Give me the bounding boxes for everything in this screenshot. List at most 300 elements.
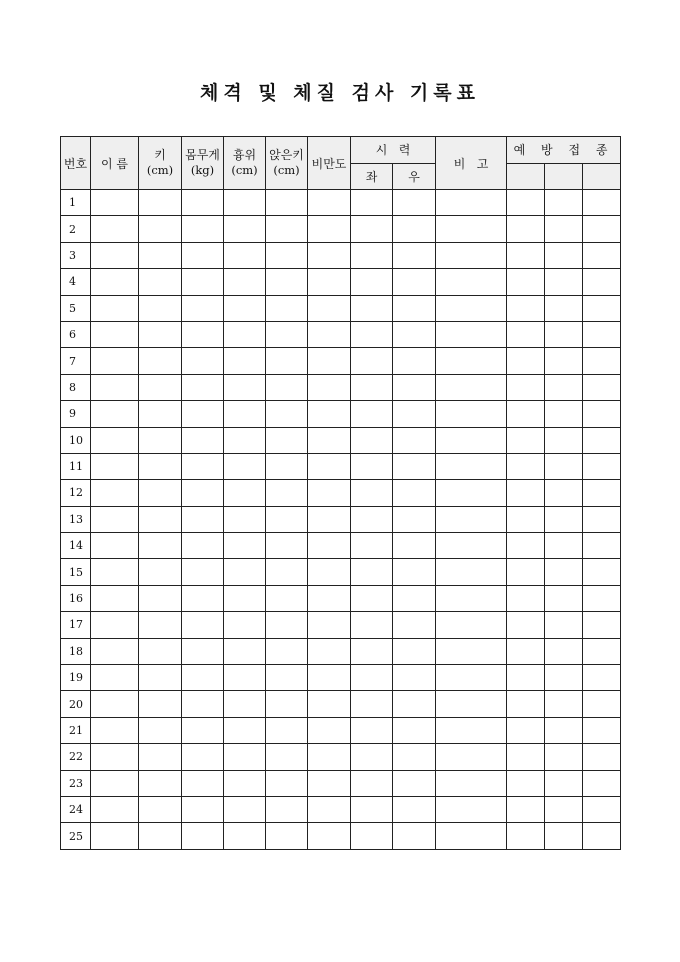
weight-cell[interactable] bbox=[182, 717, 224, 743]
vaccination-3-cell[interactable] bbox=[583, 612, 621, 638]
weight-cell[interactable] bbox=[182, 770, 224, 796]
obesity-cell[interactable] bbox=[308, 559, 351, 585]
name-cell[interactable] bbox=[91, 770, 139, 796]
weight-cell[interactable] bbox=[182, 559, 224, 585]
name-cell[interactable] bbox=[91, 401, 139, 427]
remarks-cell[interactable] bbox=[436, 480, 507, 506]
obesity-cell[interactable] bbox=[308, 796, 351, 822]
height-cell[interactable] bbox=[139, 453, 182, 479]
sitting-height-cell[interactable] bbox=[266, 242, 308, 268]
sitting-height-cell[interactable] bbox=[266, 216, 308, 242]
vaccination-3-cell[interactable] bbox=[583, 717, 621, 743]
vaccination-3-cell[interactable] bbox=[583, 348, 621, 374]
height-cell[interactable] bbox=[139, 401, 182, 427]
vision-left-cell[interactable] bbox=[351, 533, 393, 559]
name-cell[interactable] bbox=[91, 559, 139, 585]
vaccination-3-cell[interactable] bbox=[583, 638, 621, 664]
vision-left-cell[interactable] bbox=[351, 744, 393, 770]
name-cell[interactable] bbox=[91, 665, 139, 691]
vision-right-cell[interactable] bbox=[393, 190, 436, 216]
vaccination-3-cell[interactable] bbox=[583, 796, 621, 822]
vaccination-3-cell[interactable] bbox=[583, 242, 621, 268]
vision-left-cell[interactable] bbox=[351, 321, 393, 347]
obesity-cell[interactable] bbox=[308, 321, 351, 347]
vaccination-3-cell[interactable] bbox=[583, 427, 621, 453]
obesity-cell[interactable] bbox=[308, 269, 351, 295]
vaccination-3-cell[interactable] bbox=[583, 744, 621, 770]
vision-right-cell[interactable] bbox=[393, 533, 436, 559]
chest-cell[interactable] bbox=[224, 585, 266, 611]
vision-right-cell[interactable] bbox=[393, 427, 436, 453]
weight-cell[interactable] bbox=[182, 823, 224, 849]
vaccination-2-cell[interactable] bbox=[545, 559, 583, 585]
height-cell[interactable] bbox=[139, 427, 182, 453]
vaccination-2-cell[interactable] bbox=[545, 823, 583, 849]
obesity-cell[interactable] bbox=[308, 348, 351, 374]
height-cell[interactable] bbox=[139, 585, 182, 611]
vaccination-3-cell[interactable] bbox=[583, 533, 621, 559]
vaccination-1-cell[interactable] bbox=[507, 612, 545, 638]
vision-left-cell[interactable] bbox=[351, 190, 393, 216]
vaccination-2-cell[interactable] bbox=[545, 612, 583, 638]
vaccination-3-cell[interactable] bbox=[583, 269, 621, 295]
sitting-height-cell[interactable] bbox=[266, 295, 308, 321]
sitting-height-cell[interactable] bbox=[266, 533, 308, 559]
name-cell[interactable] bbox=[91, 348, 139, 374]
vaccination-1-cell[interactable] bbox=[507, 321, 545, 347]
chest-cell[interactable] bbox=[224, 216, 266, 242]
sitting-height-cell[interactable] bbox=[266, 717, 308, 743]
chest-cell[interactable] bbox=[224, 506, 266, 532]
remarks-cell[interactable] bbox=[436, 374, 507, 400]
weight-cell[interactable] bbox=[182, 242, 224, 268]
vaccination-2-cell[interactable] bbox=[545, 190, 583, 216]
height-cell[interactable] bbox=[139, 295, 182, 321]
weight-cell[interactable] bbox=[182, 401, 224, 427]
vaccination-1-cell[interactable] bbox=[507, 559, 545, 585]
weight-cell[interactable] bbox=[182, 796, 224, 822]
vaccination-2-cell[interactable] bbox=[545, 321, 583, 347]
vaccination-2-cell[interactable] bbox=[545, 770, 583, 796]
remarks-cell[interactable] bbox=[436, 348, 507, 374]
weight-cell[interactable] bbox=[182, 453, 224, 479]
remarks-cell[interactable] bbox=[436, 559, 507, 585]
vaccination-2-cell[interactable] bbox=[545, 242, 583, 268]
vaccination-2-cell[interactable] bbox=[545, 295, 583, 321]
remarks-cell[interactable] bbox=[436, 533, 507, 559]
vision-left-cell[interactable] bbox=[351, 585, 393, 611]
remarks-cell[interactable] bbox=[436, 823, 507, 849]
name-cell[interactable] bbox=[91, 638, 139, 664]
name-cell[interactable] bbox=[91, 480, 139, 506]
vision-right-cell[interactable] bbox=[393, 823, 436, 849]
chest-cell[interactable] bbox=[224, 612, 266, 638]
obesity-cell[interactable] bbox=[308, 480, 351, 506]
remarks-cell[interactable] bbox=[436, 585, 507, 611]
vision-left-cell[interactable] bbox=[351, 665, 393, 691]
chest-cell[interactable] bbox=[224, 796, 266, 822]
vaccination-2-cell[interactable] bbox=[545, 638, 583, 664]
sitting-height-cell[interactable] bbox=[266, 665, 308, 691]
height-cell[interactable] bbox=[139, 269, 182, 295]
name-cell[interactable] bbox=[91, 717, 139, 743]
name-cell[interactable] bbox=[91, 242, 139, 268]
chest-cell[interactable] bbox=[224, 533, 266, 559]
remarks-cell[interactable] bbox=[436, 612, 507, 638]
name-cell[interactable] bbox=[91, 427, 139, 453]
name-cell[interactable] bbox=[91, 374, 139, 400]
chest-cell[interactable] bbox=[224, 823, 266, 849]
vision-right-cell[interactable] bbox=[393, 717, 436, 743]
chest-cell[interactable] bbox=[224, 559, 266, 585]
vision-left-cell[interactable] bbox=[351, 691, 393, 717]
chest-cell[interactable] bbox=[224, 401, 266, 427]
vaccination-1-cell[interactable] bbox=[507, 533, 545, 559]
obesity-cell[interactable] bbox=[308, 612, 351, 638]
chest-cell[interactable] bbox=[224, 321, 266, 347]
vaccination-2-cell[interactable] bbox=[545, 480, 583, 506]
remarks-cell[interactable] bbox=[436, 216, 507, 242]
vaccination-2-cell[interactable] bbox=[545, 348, 583, 374]
vaccination-3-cell[interactable] bbox=[583, 691, 621, 717]
chest-cell[interactable] bbox=[224, 638, 266, 664]
obesity-cell[interactable] bbox=[308, 216, 351, 242]
remarks-cell[interactable] bbox=[436, 269, 507, 295]
height-cell[interactable] bbox=[139, 717, 182, 743]
obesity-cell[interactable] bbox=[308, 744, 351, 770]
vision-left-cell[interactable] bbox=[351, 770, 393, 796]
vaccination-1-cell[interactable] bbox=[507, 216, 545, 242]
vaccination-2-cell[interactable] bbox=[545, 691, 583, 717]
chest-cell[interactable] bbox=[224, 269, 266, 295]
vaccination-1-cell[interactable] bbox=[507, 269, 545, 295]
obesity-cell[interactable] bbox=[308, 638, 351, 664]
vaccination-2-cell[interactable] bbox=[545, 453, 583, 479]
obesity-cell[interactable] bbox=[308, 401, 351, 427]
weight-cell[interactable] bbox=[182, 348, 224, 374]
remarks-cell[interactable] bbox=[436, 242, 507, 268]
chest-cell[interactable] bbox=[224, 717, 266, 743]
vaccination-3-cell[interactable] bbox=[583, 585, 621, 611]
vision-right-cell[interactable] bbox=[393, 612, 436, 638]
vaccination-1-cell[interactable] bbox=[507, 190, 545, 216]
sitting-height-cell[interactable] bbox=[266, 638, 308, 664]
vision-right-cell[interactable] bbox=[393, 638, 436, 664]
height-cell[interactable] bbox=[139, 612, 182, 638]
weight-cell[interactable] bbox=[182, 374, 224, 400]
vision-right-cell[interactable] bbox=[393, 242, 436, 268]
chest-cell[interactable] bbox=[224, 770, 266, 796]
vaccination-1-cell[interactable] bbox=[507, 295, 545, 321]
vaccination-3-cell[interactable] bbox=[583, 295, 621, 321]
vision-right-cell[interactable] bbox=[393, 744, 436, 770]
height-cell[interactable] bbox=[139, 190, 182, 216]
remarks-cell[interactable] bbox=[436, 427, 507, 453]
vision-left-cell[interactable] bbox=[351, 295, 393, 321]
vaccination-1-cell[interactable] bbox=[507, 480, 545, 506]
obesity-cell[interactable] bbox=[308, 770, 351, 796]
sitting-height-cell[interactable] bbox=[266, 559, 308, 585]
vision-left-cell[interactable] bbox=[351, 559, 393, 585]
vaccination-1-cell[interactable] bbox=[507, 242, 545, 268]
vaccination-2-cell[interactable] bbox=[545, 374, 583, 400]
vision-left-cell[interactable] bbox=[351, 242, 393, 268]
vaccination-2-cell[interactable] bbox=[545, 269, 583, 295]
vision-left-cell[interactable] bbox=[351, 374, 393, 400]
vaccination-3-cell[interactable] bbox=[583, 374, 621, 400]
weight-cell[interactable] bbox=[182, 321, 224, 347]
height-cell[interactable] bbox=[139, 770, 182, 796]
vaccination-1-cell[interactable] bbox=[507, 585, 545, 611]
obesity-cell[interactable] bbox=[308, 506, 351, 532]
name-cell[interactable] bbox=[91, 321, 139, 347]
weight-cell[interactable] bbox=[182, 506, 224, 532]
obesity-cell[interactable] bbox=[308, 242, 351, 268]
height-cell[interactable] bbox=[139, 374, 182, 400]
sitting-height-cell[interactable] bbox=[266, 744, 308, 770]
sitting-height-cell[interactable] bbox=[266, 321, 308, 347]
vision-right-cell[interactable] bbox=[393, 770, 436, 796]
height-cell[interactable] bbox=[139, 480, 182, 506]
vision-right-cell[interactable] bbox=[393, 348, 436, 374]
name-cell[interactable] bbox=[91, 269, 139, 295]
weight-cell[interactable] bbox=[182, 295, 224, 321]
weight-cell[interactable] bbox=[182, 190, 224, 216]
height-cell[interactable] bbox=[139, 691, 182, 717]
vision-right-cell[interactable] bbox=[393, 269, 436, 295]
sitting-height-cell[interactable] bbox=[266, 269, 308, 295]
vision-right-cell[interactable] bbox=[393, 321, 436, 347]
vaccination-1-cell[interactable] bbox=[507, 638, 545, 664]
chest-cell[interactable] bbox=[224, 480, 266, 506]
height-cell[interactable] bbox=[139, 559, 182, 585]
obesity-cell[interactable] bbox=[308, 453, 351, 479]
obesity-cell[interactable] bbox=[308, 190, 351, 216]
vaccination-2-cell[interactable] bbox=[545, 216, 583, 242]
vision-right-cell[interactable] bbox=[393, 796, 436, 822]
vaccination-1-cell[interactable] bbox=[507, 691, 545, 717]
sitting-height-cell[interactable] bbox=[266, 427, 308, 453]
weight-cell[interactable] bbox=[182, 691, 224, 717]
vision-left-cell[interactable] bbox=[351, 427, 393, 453]
vaccination-1-cell[interactable] bbox=[507, 453, 545, 479]
vaccination-2-cell[interactable] bbox=[545, 401, 583, 427]
remarks-cell[interactable] bbox=[436, 665, 507, 691]
vaccination-3-cell[interactable] bbox=[583, 216, 621, 242]
vaccination-3-cell[interactable] bbox=[583, 506, 621, 532]
vaccination-2-cell[interactable] bbox=[545, 717, 583, 743]
sitting-height-cell[interactable] bbox=[266, 823, 308, 849]
vaccination-2-cell[interactable] bbox=[545, 796, 583, 822]
obesity-cell[interactable] bbox=[308, 585, 351, 611]
vision-left-cell[interactable] bbox=[351, 717, 393, 743]
obesity-cell[interactable] bbox=[308, 533, 351, 559]
vaccination-1-cell[interactable] bbox=[507, 374, 545, 400]
height-cell[interactable] bbox=[139, 744, 182, 770]
vaccination-3-cell[interactable] bbox=[583, 480, 621, 506]
name-cell[interactable] bbox=[91, 823, 139, 849]
sitting-height-cell[interactable] bbox=[266, 480, 308, 506]
height-cell[interactable] bbox=[139, 321, 182, 347]
obesity-cell[interactable] bbox=[308, 717, 351, 743]
vaccination-1-cell[interactable] bbox=[507, 823, 545, 849]
vaccination-3-cell[interactable] bbox=[583, 770, 621, 796]
height-cell[interactable] bbox=[139, 533, 182, 559]
vision-left-cell[interactable] bbox=[351, 401, 393, 427]
obesity-cell[interactable] bbox=[308, 295, 351, 321]
obesity-cell[interactable] bbox=[308, 665, 351, 691]
vision-left-cell[interactable] bbox=[351, 612, 393, 638]
height-cell[interactable] bbox=[139, 638, 182, 664]
vision-left-cell[interactable] bbox=[351, 453, 393, 479]
remarks-cell[interactable] bbox=[436, 506, 507, 532]
vaccination-1-cell[interactable] bbox=[507, 717, 545, 743]
vision-right-cell[interactable] bbox=[393, 665, 436, 691]
remarks-cell[interactable] bbox=[436, 770, 507, 796]
remarks-cell[interactable] bbox=[436, 190, 507, 216]
chest-cell[interactable] bbox=[224, 190, 266, 216]
sitting-height-cell[interactable] bbox=[266, 348, 308, 374]
vaccination-2-cell[interactable] bbox=[545, 427, 583, 453]
height-cell[interactable] bbox=[139, 506, 182, 532]
weight-cell[interactable] bbox=[182, 585, 224, 611]
vision-left-cell[interactable] bbox=[351, 348, 393, 374]
remarks-cell[interactable] bbox=[436, 744, 507, 770]
name-cell[interactable] bbox=[91, 585, 139, 611]
height-cell[interactable] bbox=[139, 242, 182, 268]
name-cell[interactable] bbox=[91, 190, 139, 216]
name-cell[interactable] bbox=[91, 533, 139, 559]
weight-cell[interactable] bbox=[182, 744, 224, 770]
name-cell[interactable] bbox=[91, 796, 139, 822]
name-cell[interactable] bbox=[91, 612, 139, 638]
vision-right-cell[interactable] bbox=[393, 374, 436, 400]
height-cell[interactable] bbox=[139, 796, 182, 822]
weight-cell[interactable] bbox=[182, 216, 224, 242]
chest-cell[interactable] bbox=[224, 744, 266, 770]
vision-left-cell[interactable] bbox=[351, 823, 393, 849]
chest-cell[interactable] bbox=[224, 665, 266, 691]
vision-left-cell[interactable] bbox=[351, 638, 393, 664]
sitting-height-cell[interactable] bbox=[266, 401, 308, 427]
vaccination-2-cell[interactable] bbox=[545, 585, 583, 611]
vision-right-cell[interactable] bbox=[393, 295, 436, 321]
vaccination-1-cell[interactable] bbox=[507, 427, 545, 453]
sitting-height-cell[interactable] bbox=[266, 453, 308, 479]
remarks-cell[interactable] bbox=[436, 295, 507, 321]
vaccination-2-cell[interactable] bbox=[545, 506, 583, 532]
obesity-cell[interactable] bbox=[308, 823, 351, 849]
vision-right-cell[interactable] bbox=[393, 216, 436, 242]
obesity-cell[interactable] bbox=[308, 691, 351, 717]
remarks-cell[interactable] bbox=[436, 796, 507, 822]
vaccination-2-cell[interactable] bbox=[545, 744, 583, 770]
vaccination-3-cell[interactable] bbox=[583, 665, 621, 691]
name-cell[interactable] bbox=[91, 295, 139, 321]
sitting-height-cell[interactable] bbox=[266, 506, 308, 532]
name-cell[interactable] bbox=[91, 216, 139, 242]
weight-cell[interactable] bbox=[182, 612, 224, 638]
name-cell[interactable] bbox=[91, 506, 139, 532]
height-cell[interactable] bbox=[139, 216, 182, 242]
obesity-cell[interactable] bbox=[308, 374, 351, 400]
remarks-cell[interactable] bbox=[436, 691, 507, 717]
vision-left-cell[interactable] bbox=[351, 480, 393, 506]
sitting-height-cell[interactable] bbox=[266, 796, 308, 822]
name-cell[interactable] bbox=[91, 744, 139, 770]
remarks-cell[interactable] bbox=[436, 321, 507, 347]
sitting-height-cell[interactable] bbox=[266, 374, 308, 400]
vaccination-3-cell[interactable] bbox=[583, 823, 621, 849]
height-cell[interactable] bbox=[139, 823, 182, 849]
vaccination-1-cell[interactable] bbox=[507, 348, 545, 374]
vaccination-1-cell[interactable] bbox=[507, 796, 545, 822]
chest-cell[interactable] bbox=[224, 242, 266, 268]
vision-right-cell[interactable] bbox=[393, 401, 436, 427]
vision-left-cell[interactable] bbox=[351, 796, 393, 822]
sitting-height-cell[interactable] bbox=[266, 585, 308, 611]
vaccination-1-cell[interactable] bbox=[507, 770, 545, 796]
weight-cell[interactable] bbox=[182, 665, 224, 691]
vaccination-1-cell[interactable] bbox=[507, 744, 545, 770]
vaccination-3-cell[interactable] bbox=[583, 401, 621, 427]
sitting-height-cell[interactable] bbox=[266, 770, 308, 796]
vaccination-1-cell[interactable] bbox=[507, 506, 545, 532]
chest-cell[interactable] bbox=[224, 691, 266, 717]
weight-cell[interactable] bbox=[182, 533, 224, 559]
remarks-cell[interactable] bbox=[436, 717, 507, 743]
obesity-cell[interactable] bbox=[308, 427, 351, 453]
chest-cell[interactable] bbox=[224, 295, 266, 321]
vision-right-cell[interactable] bbox=[393, 506, 436, 532]
vaccination-3-cell[interactable] bbox=[583, 321, 621, 347]
weight-cell[interactable] bbox=[182, 638, 224, 664]
vision-right-cell[interactable] bbox=[393, 480, 436, 506]
vaccination-2-cell[interactable] bbox=[545, 533, 583, 559]
vaccination-3-cell[interactable] bbox=[583, 190, 621, 216]
chest-cell[interactable] bbox=[224, 453, 266, 479]
vaccination-3-cell[interactable] bbox=[583, 453, 621, 479]
weight-cell[interactable] bbox=[182, 480, 224, 506]
sitting-height-cell[interactable] bbox=[266, 612, 308, 638]
remarks-cell[interactable] bbox=[436, 453, 507, 479]
chest-cell[interactable] bbox=[224, 374, 266, 400]
vision-left-cell[interactable] bbox=[351, 269, 393, 295]
height-cell[interactable] bbox=[139, 348, 182, 374]
vision-right-cell[interactable] bbox=[393, 585, 436, 611]
sitting-height-cell[interactable] bbox=[266, 691, 308, 717]
chest-cell[interactable] bbox=[224, 348, 266, 374]
name-cell[interactable] bbox=[91, 691, 139, 717]
weight-cell[interactable] bbox=[182, 269, 224, 295]
weight-cell[interactable] bbox=[182, 427, 224, 453]
vaccination-3-cell[interactable] bbox=[583, 559, 621, 585]
vision-right-cell[interactable] bbox=[393, 691, 436, 717]
vision-right-cell[interactable] bbox=[393, 453, 436, 479]
remarks-cell[interactable] bbox=[436, 638, 507, 664]
name-cell[interactable] bbox=[91, 453, 139, 479]
remarks-cell[interactable] bbox=[436, 401, 507, 427]
vaccination-1-cell[interactable] bbox=[507, 665, 545, 691]
chest-cell[interactable] bbox=[224, 427, 266, 453]
vision-left-cell[interactable] bbox=[351, 216, 393, 242]
vision-right-cell[interactable] bbox=[393, 559, 436, 585]
sitting-height-cell[interactable] bbox=[266, 190, 308, 216]
vaccination-1-cell[interactable] bbox=[507, 401, 545, 427]
height-cell[interactable] bbox=[139, 665, 182, 691]
vision-left-cell[interactable] bbox=[351, 506, 393, 532]
vaccination-2-cell[interactable] bbox=[545, 665, 583, 691]
